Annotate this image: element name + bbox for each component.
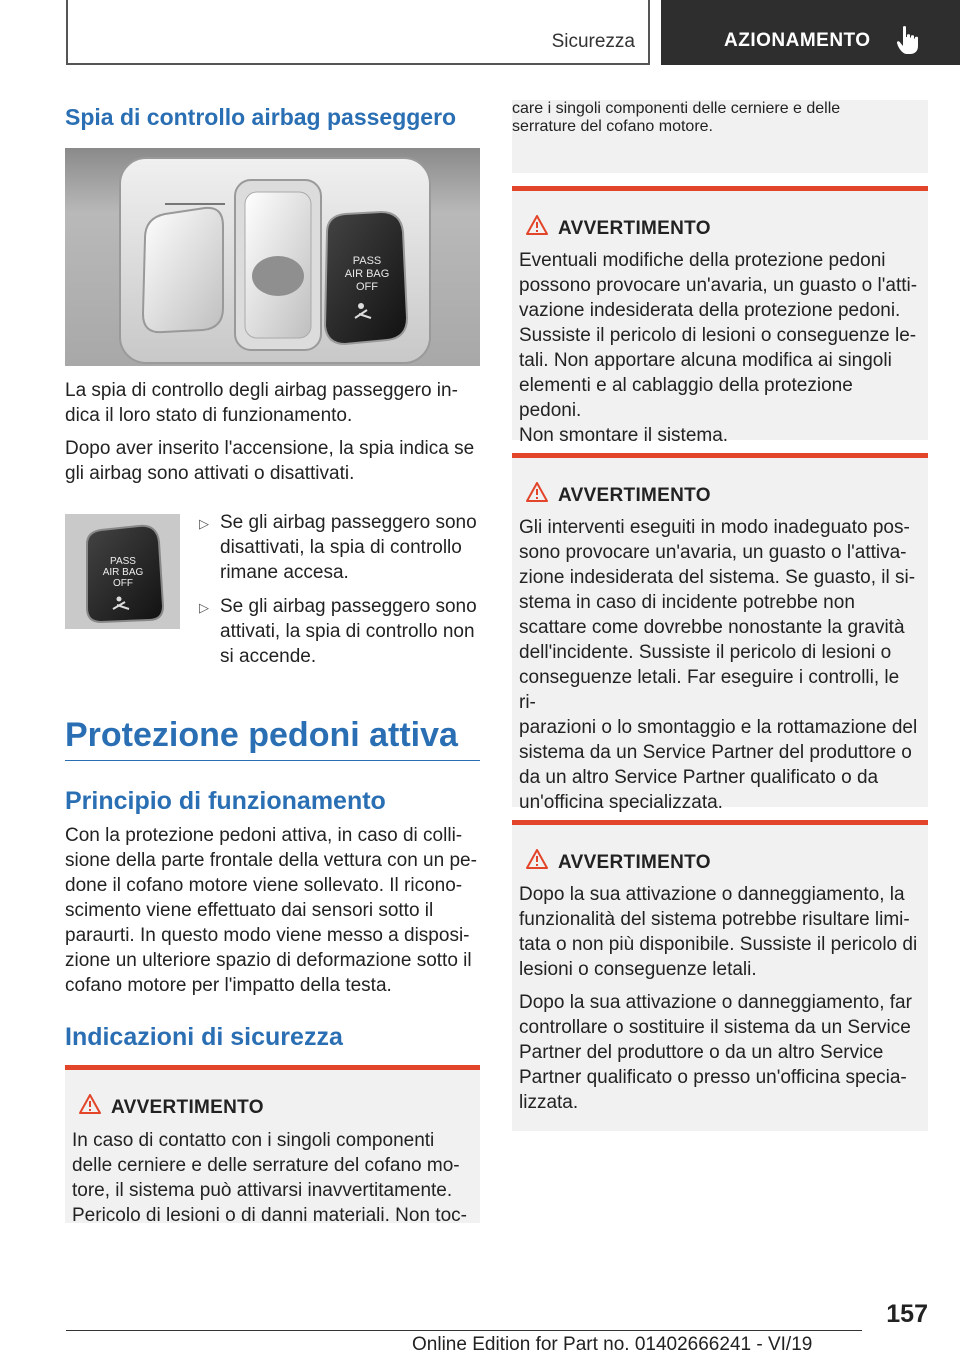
- warning-body: Eventuali modifiche della protezione pedoni possono provocare un'avaria, un guasto o l'atti- vazione indesiderata della protezione pedoni. Sussiste il pericolo di lesioni o conseguenze le- tali. Non apportare alcuna modifica ai singoli elementi e al cablaggio della protezione pedoni. Non smontare il sistema.: [519, 250, 918, 446]
- warning-triangle-icon: [526, 215, 548, 235]
- airbag-off-indicator-photo: [65, 514, 180, 629]
- airbag-state-list: [196, 510, 480, 678]
- header-left-rule: [66, 0, 68, 64]
- airbag-light-heading: Spia di controllo airbag passeggero: [65, 104, 457, 130]
- small-airbag-label: AIR BAG: [102, 567, 144, 578]
- page-number: 157: [886, 1300, 928, 1328]
- photo-airbag-label: AIR BAG: [344, 268, 390, 280]
- warning-box: [512, 453, 928, 813]
- airbag-switch-photo: [65, 148, 480, 366]
- principle-heading: Principio di funzionamento: [65, 787, 386, 815]
- warning-title: AVVERTIMENTO: [111, 1097, 264, 1118]
- safety-notes-heading: Indicazioni di sicurezza: [65, 1023, 343, 1051]
- airbag-description: [65, 378, 480, 486]
- header-bottom-rule: [66, 63, 649, 65]
- photo-pass-label: PASS: [352, 255, 382, 267]
- pointing-hand-icon: [896, 25, 920, 55]
- principle-paragraph: Con la protezione pedoni attiva, in caso di colli- sione della parte frontale della vettura con un pe- done il cofano motore viene sollevato. Il ricono- scimento viene effettuato dai sensori sotto il paraurti. In questo modo viene messo a disposi- zione un ulteriore spazio di deformazione sotto il cofano motore per l'impatto della testa.: [65, 825, 477, 996]
- warning-box: [512, 820, 928, 1131]
- triangle-bullet-icon: ▷: [199, 516, 209, 531]
- list-item: ▷ Se gli airbag passeggero sono disattivati, la spia di controllo rimane accesa.: [199, 512, 477, 583]
- header-chapter-title: AZIONAMENTO: [724, 30, 871, 51]
- warning-triangle-icon: [526, 482, 548, 502]
- small-pass-label: PASS: [110, 556, 136, 567]
- footer-rule: [66, 1330, 862, 1331]
- warning-body: Dopo la sua attivazione o danneggiamento, la funzionalità del sistema potrebbe risultare limi- tata o non più disponibile. Sussiste il pericolo di lesioni o conseguenze letali. Dopo la sua attivazione o danneggiamento, far controllare o sostituire il sistema da un Service Partner del produttore o da un altro Service Partner qualificato o presso un'officina specia- lizzata.: [519, 884, 918, 1113]
- warning-triangle-icon: [526, 849, 548, 869]
- pedestrian-protection-heading: Protezione pedoni attiva: [65, 716, 458, 754]
- header-separator: [648, 0, 650, 65]
- warning-title: AVVERTIMENTO: [558, 852, 711, 873]
- warning-body: Gli interventi eseguiti in modo inadeguato pos- sono provocare un'avaria, un guasto o l'attiva- zione indesiderata del sistema. Se guasto, il si- stema in caso di incidente potrebbe non scattare come dovrebbe nonostante la gravità dell'incidente. Sussiste il pericolo di lesioni o conseguenze letali. Far eseguire i controlli, le ri- parazioni o lo smontaggio e la rottamazione del sistema da un Service Partner del produttore o da un altro Service Partner qualificato o da un'officina specializzata.: [519, 517, 918, 813]
- warning-body: In caso di contatto con i singoli componenti delle cerniere e delle serrature del cofano mo- tore, il sistema può attivarsi inavvertitamente. Pericolo di lesioni o di danni materiali. Non toc-: [72, 1130, 467, 1226]
- warning-continuation-box: care i singoli componenti delle cerniere e delle serrature del cofano motore.: [512, 100, 928, 173]
- header-chapter-tab: [661, 0, 960, 65]
- warning-title: AVVERTIMENTO: [558, 485, 711, 506]
- warning-title: AVVERTIMENTO: [558, 218, 711, 239]
- small-off-label: OFF: [113, 578, 133, 589]
- triangle-bullet-icon: ▷: [199, 600, 209, 615]
- warning-box: [65, 1065, 480, 1226]
- heading-rule: [65, 760, 480, 761]
- para2-line2: gli airbag sono attivati o disattivati.: [65, 463, 355, 484]
- footer-edition: Online Edition for Part no. 01402666241 - VI/19: [412, 1334, 813, 1355]
- para1-line1: La spia di controllo degli airbag passeggero in-: [65, 380, 458, 401]
- para2-line1: Dopo aver inserito l'accensione, la spia indica se: [65, 438, 475, 459]
- list-item: ▷ Se gli airbag passeggero sono attivati, la spia di controllo non si accende.: [199, 596, 477, 667]
- warning-triangle-icon: [79, 1094, 101, 1114]
- photo-off-label: OFF: [356, 281, 378, 293]
- para1-line2: dica il loro stato di funzionamento.: [65, 405, 353, 426]
- header-section-title: Sicurezza: [551, 31, 635, 52]
- warning-box: [512, 186, 928, 446]
